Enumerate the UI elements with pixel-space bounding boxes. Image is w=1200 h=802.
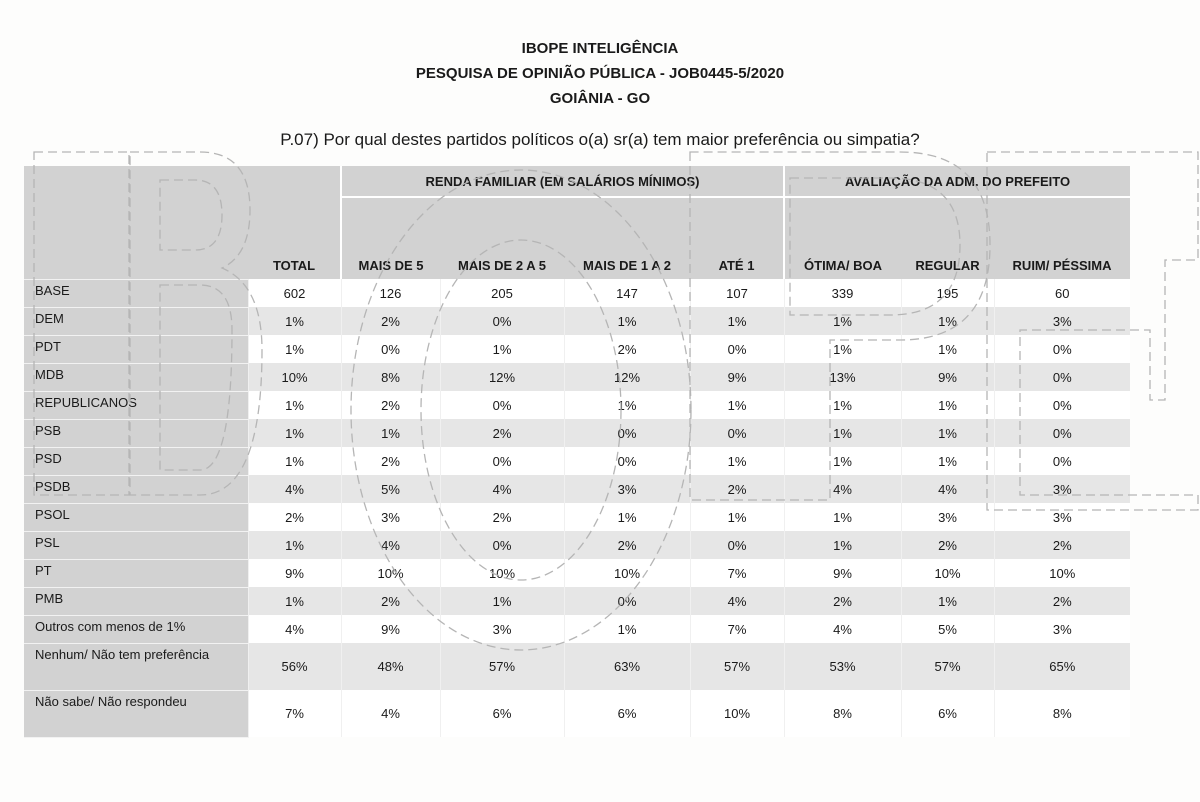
table-cell: 4%: [341, 531, 440, 559]
table-row: [24, 475, 1130, 503]
table-cell: 57%: [690, 643, 784, 690]
table-cell: 3%: [994, 503, 1130, 531]
table-cell: 1%: [901, 391, 994, 419]
table-cell: 3%: [440, 615, 564, 643]
table-cell: 12%: [440, 363, 564, 391]
table-cell: 1%: [440, 587, 564, 615]
table-cell: 4%: [784, 615, 901, 643]
total-group-spacer: [248, 166, 341, 197]
row-label: Não sabe/ Não respondeu: [24, 690, 248, 737]
table-corner: [24, 166, 248, 279]
table-cell: 339: [784, 279, 901, 307]
table-cell: 1%: [784, 447, 901, 475]
table-cell: 4%: [248, 475, 341, 503]
table-cell: 9%: [901, 363, 994, 391]
table-cell: 1%: [248, 531, 341, 559]
table-cell: 9%: [690, 363, 784, 391]
table-row: [24, 690, 1130, 737]
table-cell: 0%: [341, 335, 440, 363]
report-subtitle: PESQUISA DE OPINIÃO PÚBLICA - JOB0445-5/2020: [415, 65, 785, 82]
table-cell: 2%: [440, 419, 564, 447]
table-cell: 1%: [341, 419, 440, 447]
table-cell: 53%: [784, 643, 901, 690]
column-header: MAIS DE 5: [341, 197, 440, 279]
column-header: REGULAR: [901, 197, 994, 279]
table-cell: 5%: [341, 475, 440, 503]
table-cell: 1%: [440, 335, 564, 363]
group-header-renda: RENDA FAMILIAR (EM SALÁRIOS MÍNIMOS): [341, 166, 784, 197]
table-cell: 0%: [994, 335, 1130, 363]
table-cell: 0%: [690, 335, 784, 363]
column-header: MAIS DE 2 A 5: [440, 197, 564, 279]
table-cell: 0%: [994, 363, 1130, 391]
table-cell: 0%: [690, 531, 784, 559]
table-cell: 3%: [901, 503, 994, 531]
table-cell: 4%: [784, 475, 901, 503]
table-cell: 12%: [564, 363, 690, 391]
row-label: PSOL: [24, 503, 248, 531]
table-cell: 1%: [901, 447, 994, 475]
table-row: [24, 643, 1130, 690]
table-cell: 1%: [248, 447, 341, 475]
row-label: PSDB: [24, 475, 248, 503]
row-label: DEM: [24, 307, 248, 335]
column-header: TOTAL: [248, 197, 341, 279]
table-cell: 3%: [564, 475, 690, 503]
table-cell: 1%: [901, 587, 994, 615]
row-label: Outros com menos de 1%: [24, 615, 248, 643]
row-label: PSB: [24, 419, 248, 447]
table-cell: 0%: [994, 391, 1130, 419]
table-cell: 3%: [994, 475, 1130, 503]
table-cell: 4%: [440, 475, 564, 503]
table-row: [24, 447, 1130, 475]
table-cell: 1%: [784, 335, 901, 363]
table-row: [24, 559, 1130, 587]
table-cell: 7%: [690, 615, 784, 643]
table-cell: 2%: [564, 335, 690, 363]
table-cell: 57%: [901, 643, 994, 690]
table-row: [24, 531, 1130, 559]
table-cell: 1%: [564, 391, 690, 419]
table-cell: 10%: [341, 559, 440, 587]
group-header-avaliacao: AVALIAÇÃO DA ADM. DO PREFEITO: [784, 166, 1130, 197]
table-cell: 602: [248, 279, 341, 307]
table-cell: 1%: [564, 307, 690, 335]
table-cell: 10%: [440, 559, 564, 587]
table-cell: 1%: [784, 503, 901, 531]
row-label: PSD: [24, 447, 248, 475]
table-cell: 126: [341, 279, 440, 307]
column-header: ÓTIMA/ BOA: [784, 197, 901, 279]
table-cell: 9%: [341, 615, 440, 643]
row-label: REPUBLICANOS: [24, 391, 248, 419]
table-row: [24, 391, 1130, 419]
table-cell: 2%: [564, 531, 690, 559]
row-label: BASE: [24, 279, 248, 307]
table-cell: 2%: [784, 587, 901, 615]
table-cell: 7%: [248, 690, 341, 737]
table-row: [24, 307, 1130, 335]
table-cell: 56%: [248, 643, 341, 690]
question-text: P.07) Por qual destes partidos políticos o(a) sr(a) tem maior preferência ou simpatia?: [280, 130, 920, 149]
table-cell: 1%: [901, 335, 994, 363]
table-cell: 6%: [440, 690, 564, 737]
table-cell: 1%: [690, 447, 784, 475]
report-title: IBOPE INTELIGÊNCIA: [521, 40, 679, 57]
table-cell: 4%: [248, 615, 341, 643]
results-table: [24, 166, 1130, 738]
table-cell: 6%: [564, 690, 690, 737]
table-cell: 8%: [784, 690, 901, 737]
row-label: MDB: [24, 363, 248, 391]
table-cell: 1%: [784, 391, 901, 419]
table-cell: 1%: [690, 391, 784, 419]
table-cell: 2%: [248, 503, 341, 531]
table-cell: 8%: [994, 690, 1130, 737]
table-row: [24, 419, 1130, 447]
table-cell: 1%: [564, 503, 690, 531]
table-cell: 1%: [564, 615, 690, 643]
table-cell: 1%: [901, 419, 994, 447]
table-cell: 9%: [784, 559, 901, 587]
table-cell: 2%: [994, 531, 1130, 559]
table-cell: 0%: [994, 447, 1130, 475]
table-cell: 2%: [341, 391, 440, 419]
column-header: MAIS DE 1 A 2: [564, 197, 690, 279]
table-cell: 3%: [341, 503, 440, 531]
row-label: PSL: [24, 531, 248, 559]
table-cell: 57%: [440, 643, 564, 690]
table-cell: 10%: [248, 363, 341, 391]
table-row: [24, 335, 1130, 363]
table-cell: 1%: [690, 307, 784, 335]
table-cell: 0%: [994, 419, 1130, 447]
table-cell: 10%: [901, 559, 994, 587]
table-cell: 1%: [690, 503, 784, 531]
table-row: [24, 363, 1130, 391]
table-cell: 205: [440, 279, 564, 307]
row-label: PT: [24, 559, 248, 587]
table-cell: 0%: [440, 447, 564, 475]
table-cell: 7%: [690, 559, 784, 587]
table-cell: 2%: [690, 475, 784, 503]
table-cell: 10%: [994, 559, 1130, 587]
table-cell: 9%: [248, 559, 341, 587]
table-cell: 2%: [341, 587, 440, 615]
table-cell: 2%: [994, 587, 1130, 615]
table-cell: 13%: [784, 363, 901, 391]
table-cell: 5%: [901, 615, 994, 643]
table-cell: 8%: [341, 363, 440, 391]
table-cell: 1%: [248, 419, 341, 447]
table-cell: 4%: [341, 690, 440, 737]
table-cell: 195: [901, 279, 994, 307]
row-label: PDT: [24, 335, 248, 363]
table-cell: 1%: [248, 307, 341, 335]
table-cell: 0%: [440, 391, 564, 419]
table-cell: 147: [564, 279, 690, 307]
table-cell: 0%: [564, 447, 690, 475]
table-cell: 0%: [564, 587, 690, 615]
table-cell: 63%: [564, 643, 690, 690]
table-cell: 2%: [901, 531, 994, 559]
table-row: [24, 615, 1130, 643]
table-cell: 3%: [994, 615, 1130, 643]
report-location: GOIÂNIA - GO: [549, 90, 651, 107]
table-cell: 3%: [994, 307, 1130, 335]
table-cell: 60: [994, 279, 1130, 307]
column-header: ATÉ 1: [690, 197, 784, 279]
table-cell: 1%: [248, 391, 341, 419]
table-cell: 10%: [564, 559, 690, 587]
table-cell: 10%: [690, 690, 784, 737]
row-label: Nenhum/ Não tem preferência: [24, 643, 248, 690]
table-cell: 2%: [341, 447, 440, 475]
table-cell: 1%: [784, 419, 901, 447]
table-cell: 1%: [248, 587, 341, 615]
column-header: RUIM/ PÉSSIMA: [994, 197, 1130, 279]
table-cell: 0%: [440, 307, 564, 335]
table-cell: 0%: [690, 419, 784, 447]
table-cell: 1%: [784, 531, 901, 559]
table-body: [24, 279, 1130, 737]
table-cell: 6%: [901, 690, 994, 737]
table-cell: 1%: [901, 307, 994, 335]
table-cell: 1%: [248, 335, 341, 363]
table-cell: 48%: [341, 643, 440, 690]
table-row: [24, 587, 1130, 615]
table-row: [24, 279, 1130, 307]
table-cell: 107: [690, 279, 784, 307]
table-cell: 4%: [690, 587, 784, 615]
table-cell: 0%: [564, 419, 690, 447]
table-cell: 65%: [994, 643, 1130, 690]
row-label: PMB: [24, 587, 248, 615]
table-row: [24, 503, 1130, 531]
table-cell: 4%: [901, 475, 994, 503]
table-cell: 2%: [440, 503, 564, 531]
table-cell: 0%: [440, 531, 564, 559]
table-cell: 1%: [784, 307, 901, 335]
table-cell: 2%: [341, 307, 440, 335]
